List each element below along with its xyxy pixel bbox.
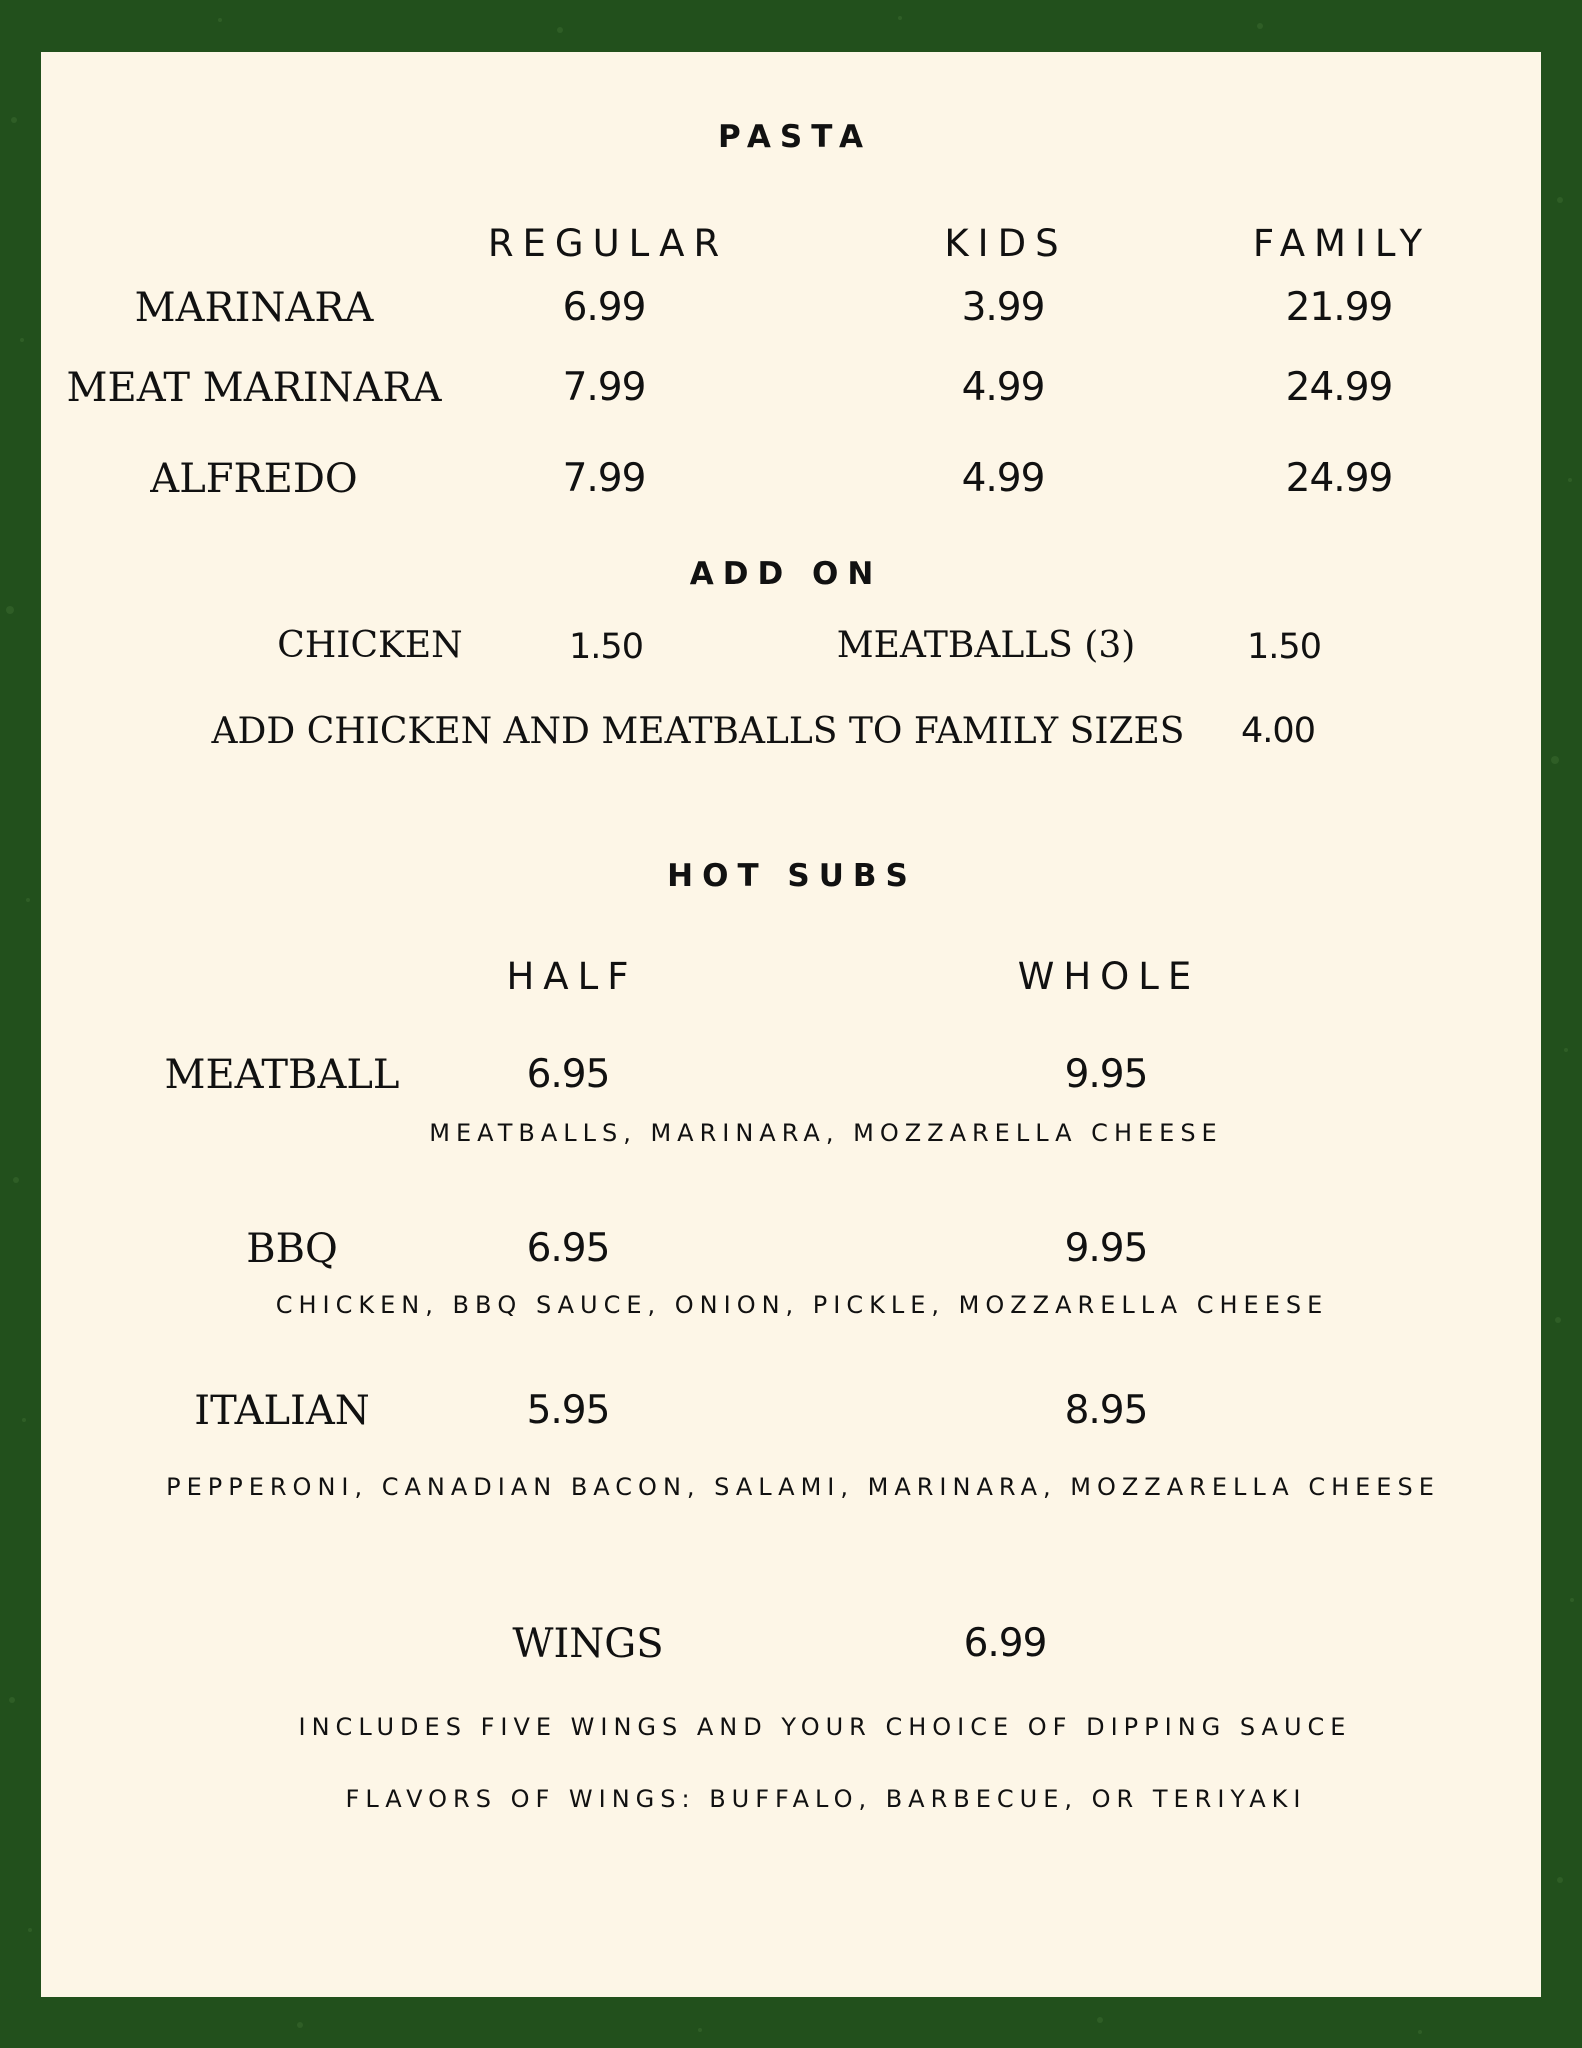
hot-subs-column-whole: WHOLE xyxy=(1017,955,1201,998)
pasta-column-regular: REGULAR xyxy=(487,222,729,265)
pasta-price-marinara-kids: 3.99 xyxy=(961,285,1045,330)
hot-subs-heading: HOT SUBS xyxy=(667,858,917,894)
pasta-item-marinara: MARINARA xyxy=(134,285,374,331)
add-on-chicken-price: 1.50 xyxy=(569,627,643,667)
wings-price: 6.99 xyxy=(963,1621,1047,1666)
sub-price-meatball-half: 6.95 xyxy=(526,1052,610,1097)
pasta-column-kids: KIDS xyxy=(944,222,1068,265)
sub-item-bbq: BBQ xyxy=(246,1226,338,1272)
pasta-price-marinara-regular: 6.99 xyxy=(562,285,646,330)
pasta-price-meat-marinara-family: 24.99 xyxy=(1285,365,1393,410)
pasta-price-alfredo-regular: 7.99 xyxy=(562,456,646,501)
wings-item: WINGS xyxy=(512,1621,664,1667)
add-on-heading: ADD ON xyxy=(689,556,883,592)
pasta-item-meat-marinara: MEAT MARINARA xyxy=(66,365,442,411)
sub-price-meatball-whole: 9.95 xyxy=(1064,1052,1148,1097)
pasta-item-alfredo: ALFREDO xyxy=(150,456,358,502)
pasta-price-alfredo-kids: 4.99 xyxy=(961,456,1045,501)
add-on-meatballs-label: MEATBALLS (3) xyxy=(836,625,1136,666)
pasta-price-meat-marinara-regular: 7.99 xyxy=(562,365,646,410)
pasta-price-meat-marinara-kids: 4.99 xyxy=(961,365,1045,410)
pasta-column-family: FAMILY xyxy=(1252,222,1432,265)
sub-item-meatball: MEATBALL xyxy=(164,1052,400,1098)
wings-note-includes: INCLUDES FIVE WINGS AND YOUR CHOICE OF DIPPING SAUCE xyxy=(298,1713,1352,1741)
add-on-family-price: 4.00 xyxy=(1241,711,1315,751)
sub-price-italian-whole: 8.95 xyxy=(1064,1388,1148,1433)
menu-page xyxy=(41,52,1541,1997)
sub-description-italian: PEPPERONI, CANADIAN BACON, SALAMI, MARINARA, MOZZARELLA CHEESE xyxy=(166,1473,1440,1501)
add-on-chicken-label: CHICKEN xyxy=(277,625,463,666)
sub-description-bbq: CHICKEN, BBQ SAUCE, ONION, PICKLE, MOZZARELLA CHEESE xyxy=(275,1291,1329,1319)
pasta-heading: PASTA xyxy=(718,119,872,155)
pasta-price-marinara-family: 21.99 xyxy=(1285,285,1393,330)
wings-note-flavors: FLAVORS OF WINGS: BUFFALO, BARBECUE, OR TERIYAKI xyxy=(345,1785,1307,1813)
sub-price-bbq-whole: 9.95 xyxy=(1064,1226,1148,1271)
sub-item-italian: ITALIAN xyxy=(194,1388,370,1434)
pasta-price-alfredo-family: 24.99 xyxy=(1285,456,1393,501)
add-on-family-label: ADD CHICKEN AND MEATBALLS TO FAMILY SIZES xyxy=(211,711,1185,752)
sub-price-italian-half: 5.95 xyxy=(526,1388,610,1433)
add-on-meatballs-price: 1.50 xyxy=(1247,627,1321,667)
sub-price-bbq-half: 6.95 xyxy=(526,1226,610,1271)
hot-subs-column-half: HALF xyxy=(506,955,638,998)
sub-description-meatball: MEATBALLS, MARINARA, MOZZARELLA CHEESE xyxy=(429,1119,1223,1147)
